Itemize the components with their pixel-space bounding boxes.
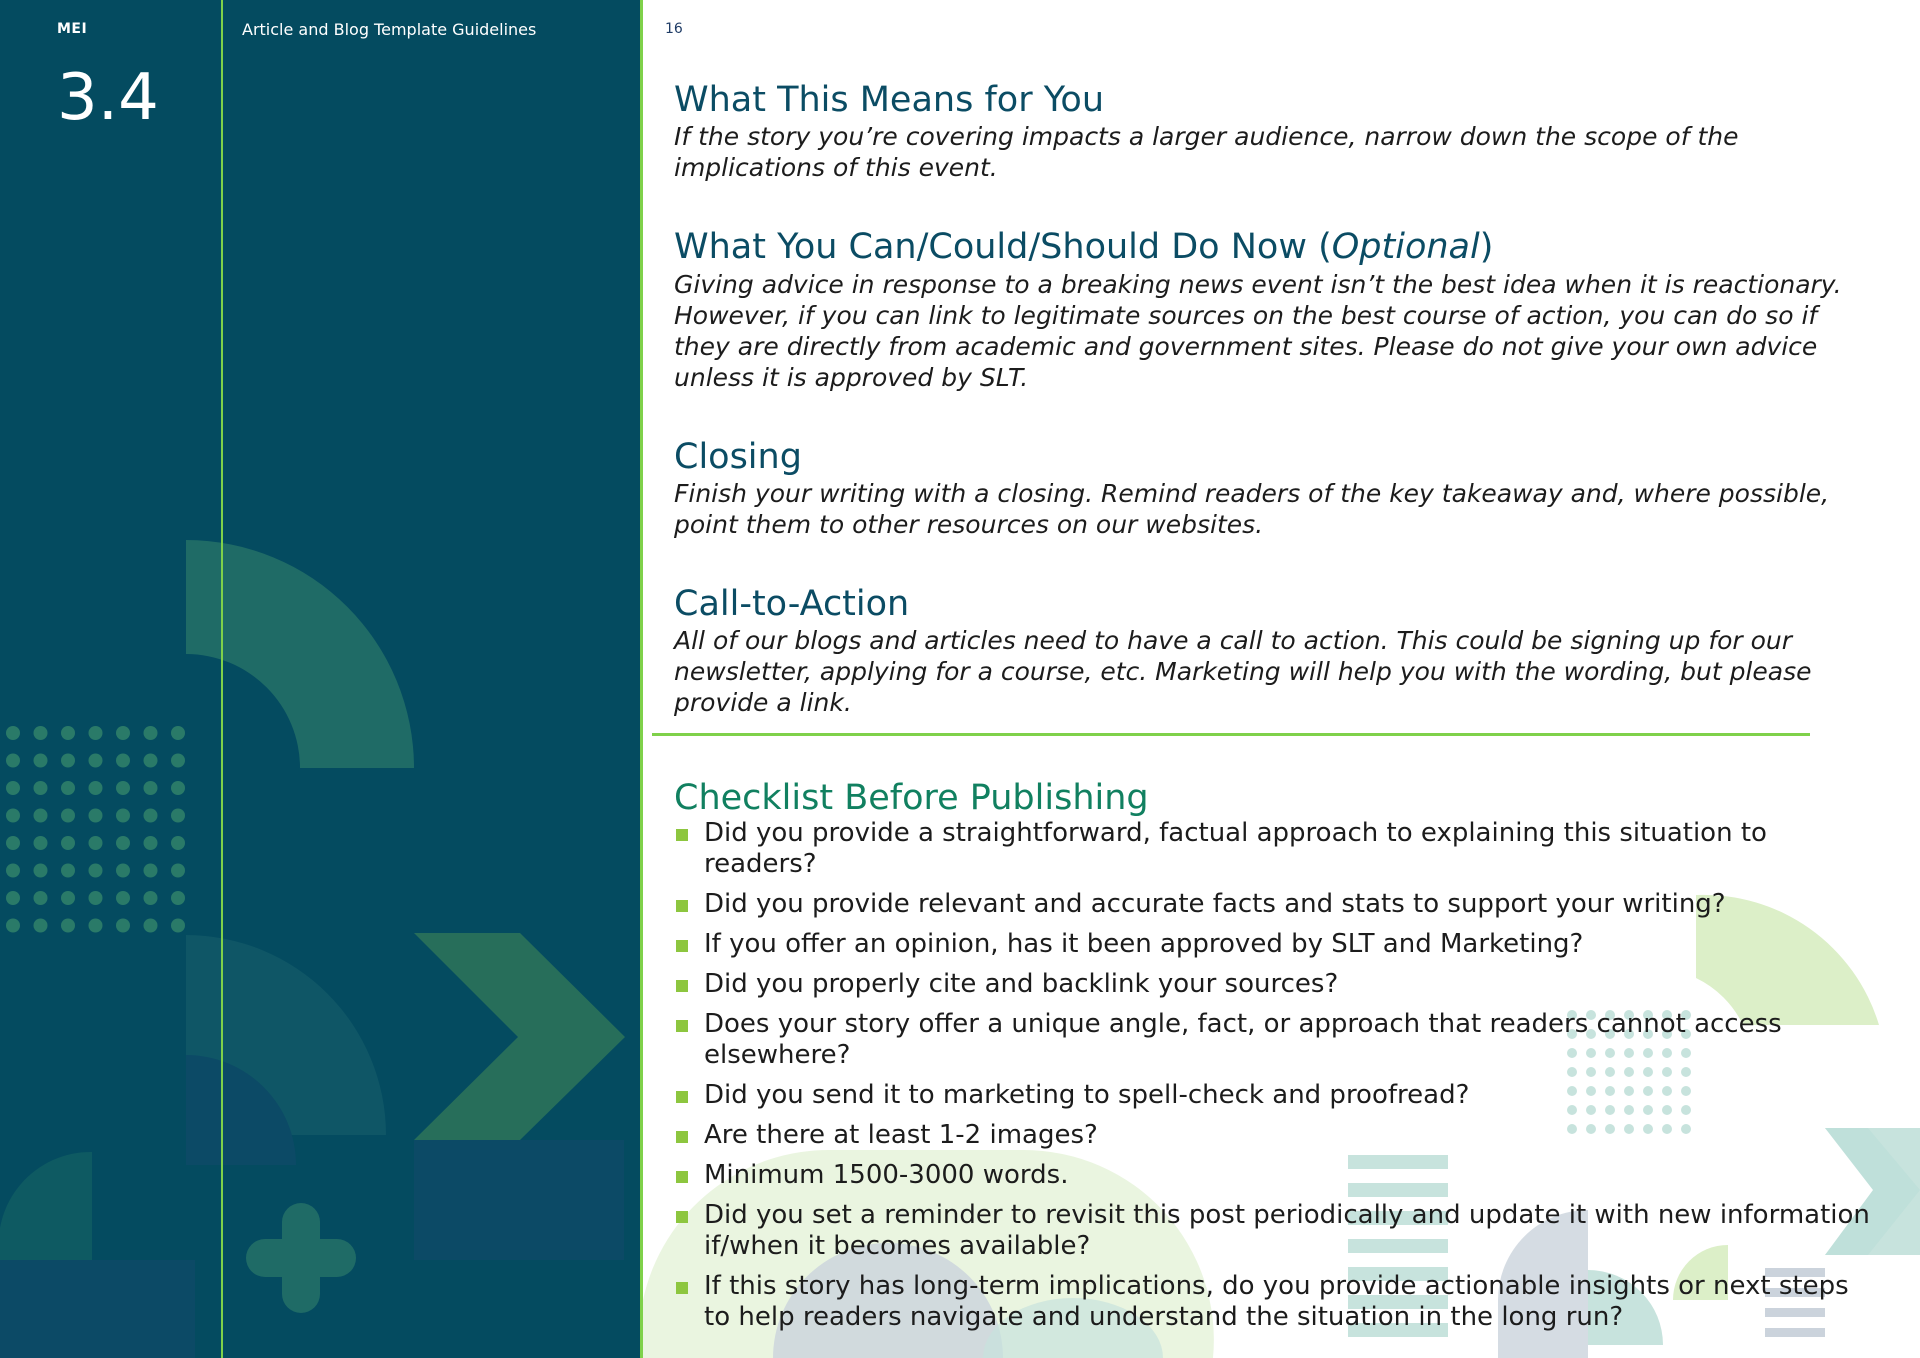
decor-dot	[89, 919, 103, 933]
decor-dot	[89, 781, 103, 795]
decor-dot	[116, 919, 130, 933]
heading-text: What You Can/Could/Should Do Now (	[674, 227, 1332, 268]
decor-dot	[171, 754, 185, 768]
decor-dot	[89, 754, 103, 768]
checklist-item-text: Are there at least 1-2 images?	[704, 1120, 1098, 1151]
decor-dot	[6, 726, 20, 740]
decor-dot	[61, 781, 75, 795]
decor-dot	[144, 809, 158, 823]
decor-dot	[89, 726, 103, 740]
checklist-item-text: Did you properly cite and backlink your sources?	[704, 969, 1339, 1000]
decor-dot	[116, 836, 130, 850]
decor-dot	[89, 891, 103, 905]
decor-dot	[116, 809, 130, 823]
checklist-list	[674, 818, 1874, 1333]
section-number: 3.4	[57, 61, 159, 135]
bullet-square-icon	[676, 900, 688, 912]
decor-dot	[6, 919, 20, 933]
section-body: Giving advice in response to a breaking news event isn’t the best idea when it is reactionary. However, if you can link to legitimate sources on the best course of action, you can do so if they are directly from academic and government sites. Please do not give your own advice unless it is approved by SLT.	[674, 269, 1842, 392]
section-what-this-means	[674, 80, 1874, 183]
bullet-square-icon	[676, 1020, 688, 1032]
decor-dot	[144, 726, 158, 740]
section-closing	[674, 437, 1874, 540]
decor-dot	[34, 864, 48, 878]
bullet-square-icon	[676, 940, 688, 952]
decor-dot	[144, 919, 158, 933]
section-body: All of our blogs and articles need to have a call to action. This could be signing up for our newsletter, applying for a course, etc. Marketing will help you with the wording, but please provide a link.	[674, 626, 1812, 718]
checklist-item	[674, 929, 1874, 960]
section-heading: What This Means for You	[674, 80, 1105, 120]
checklist-item	[674, 969, 1874, 1000]
checklist-item	[674, 1009, 1874, 1071]
sidebar-divider-line	[221, 0, 223, 1358]
checklist-item	[674, 1271, 1874, 1333]
section-heading: Closing	[674, 436, 802, 477]
checklist-item-text: Minimum 1500-3000 words.	[704, 1160, 1069, 1191]
bullet-square-icon	[676, 1211, 688, 1223]
decor-dot	[144, 864, 158, 878]
decor-dot	[6, 836, 20, 850]
section-divider	[652, 733, 1810, 736]
decor-dot	[171, 864, 185, 878]
bullet-square-icon	[676, 1091, 688, 1103]
checklist-item-text: Did you set a reminder to revisit this post periodically and update it with new information if/when it becomes available?	[704, 1200, 1870, 1262]
checklist-item-text: If you offer an opinion, has it been approved by SLT and Marketing?	[704, 929, 1584, 960]
decor-dot	[89, 836, 103, 850]
decor-dot	[116, 781, 130, 795]
checklist-item-text: Does your story offer a unique angle, fact, or approach that readers cannot access elsewhere?	[704, 1009, 1782, 1071]
decor-dot	[116, 891, 130, 905]
decor-dot	[61, 919, 75, 933]
decor-dot	[34, 891, 48, 905]
bullet-square-icon	[676, 1282, 688, 1294]
decor-dot	[61, 891, 75, 905]
bullet-square-icon	[676, 1171, 688, 1183]
decor-dot	[34, 754, 48, 768]
decor-dot	[61, 754, 75, 768]
section-heading: Call-to-Action	[674, 583, 910, 624]
checklist-item-text: Did you send it to marketing to spell-check and proofread?	[704, 1080, 1470, 1111]
publishing-checklist	[674, 778, 1874, 1342]
section-call-to-action	[674, 584, 1874, 718]
decor-dot	[61, 809, 75, 823]
bullet-square-icon	[676, 1131, 688, 1143]
checklist-item	[674, 818, 1874, 880]
brand-logo: MEI	[57, 21, 88, 37]
decor-dot	[6, 754, 20, 768]
decor-dot	[6, 891, 20, 905]
checklist-item	[674, 1080, 1874, 1111]
decor-dot	[116, 754, 130, 768]
guidelines-content	[674, 80, 1874, 762]
decor-dot	[144, 836, 158, 850]
decor-dot	[144, 754, 158, 768]
section-heading	[674, 227, 1874, 268]
decor-dot	[89, 809, 103, 823]
page-number: 16	[665, 21, 683, 37]
decor-dot	[171, 919, 185, 933]
heading-optional: Optional	[1331, 227, 1480, 268]
decor-dot	[61, 726, 75, 740]
decor-dot	[6, 809, 20, 823]
checklist-item	[674, 1160, 1874, 1191]
checklist-item	[674, 889, 1874, 920]
decor-dot	[6, 781, 20, 795]
document-title: Article and Blog Template Guidelines	[242, 20, 537, 39]
section-body: Finish your writing with a closing. Remind readers of the key takeaway and, where possible, point them to other resources on our websites.	[674, 478, 1830, 539]
heading-close-paren: )	[1479, 227, 1494, 268]
decor-dot	[171, 781, 185, 795]
decor-dot	[171, 809, 185, 823]
decor-dot	[34, 781, 48, 795]
decor-dot	[6, 864, 20, 878]
section-what-you-can-do	[674, 227, 1874, 392]
checklist-item	[674, 1200, 1874, 1262]
decor-dot	[171, 836, 185, 850]
checklist-heading: Checklist Before Publishing	[674, 778, 1149, 818]
checklist-item-text: Did you provide a straightforward, factual approach to explaining this situation to readers?	[704, 818, 1767, 880]
checklist-item-text: If this story has long-term implications, do you provide actionable insights or next steps to help readers navigate and understand the situation in the long run?	[704, 1271, 1849, 1333]
section-body: If the story you’re covering impacts a larger audience, narrow down the scope of the implications of this event.	[674, 122, 1739, 183]
decor-dot	[34, 919, 48, 933]
decor-dot	[116, 726, 130, 740]
checklist-item	[674, 1120, 1874, 1151]
bullet-square-icon	[676, 980, 688, 992]
decor-dot	[34, 726, 48, 740]
decor-dot	[116, 864, 130, 878]
decor-dot	[89, 864, 103, 878]
decor-dot	[61, 864, 75, 878]
sidebar-decoration	[0, 0, 640, 1358]
decor-dot	[34, 809, 48, 823]
decor-dot	[61, 836, 75, 850]
decor-dot	[171, 891, 185, 905]
decor-dot	[144, 891, 158, 905]
checklist-item-text: Did you provide relevant and accurate facts and stats to support your writing?	[704, 889, 1726, 920]
decor-dot	[34, 836, 48, 850]
sidebar-panel	[0, 0, 640, 1358]
bullet-square-icon	[676, 829, 688, 841]
decor-dot	[144, 781, 158, 795]
decor-dot	[171, 726, 185, 740]
